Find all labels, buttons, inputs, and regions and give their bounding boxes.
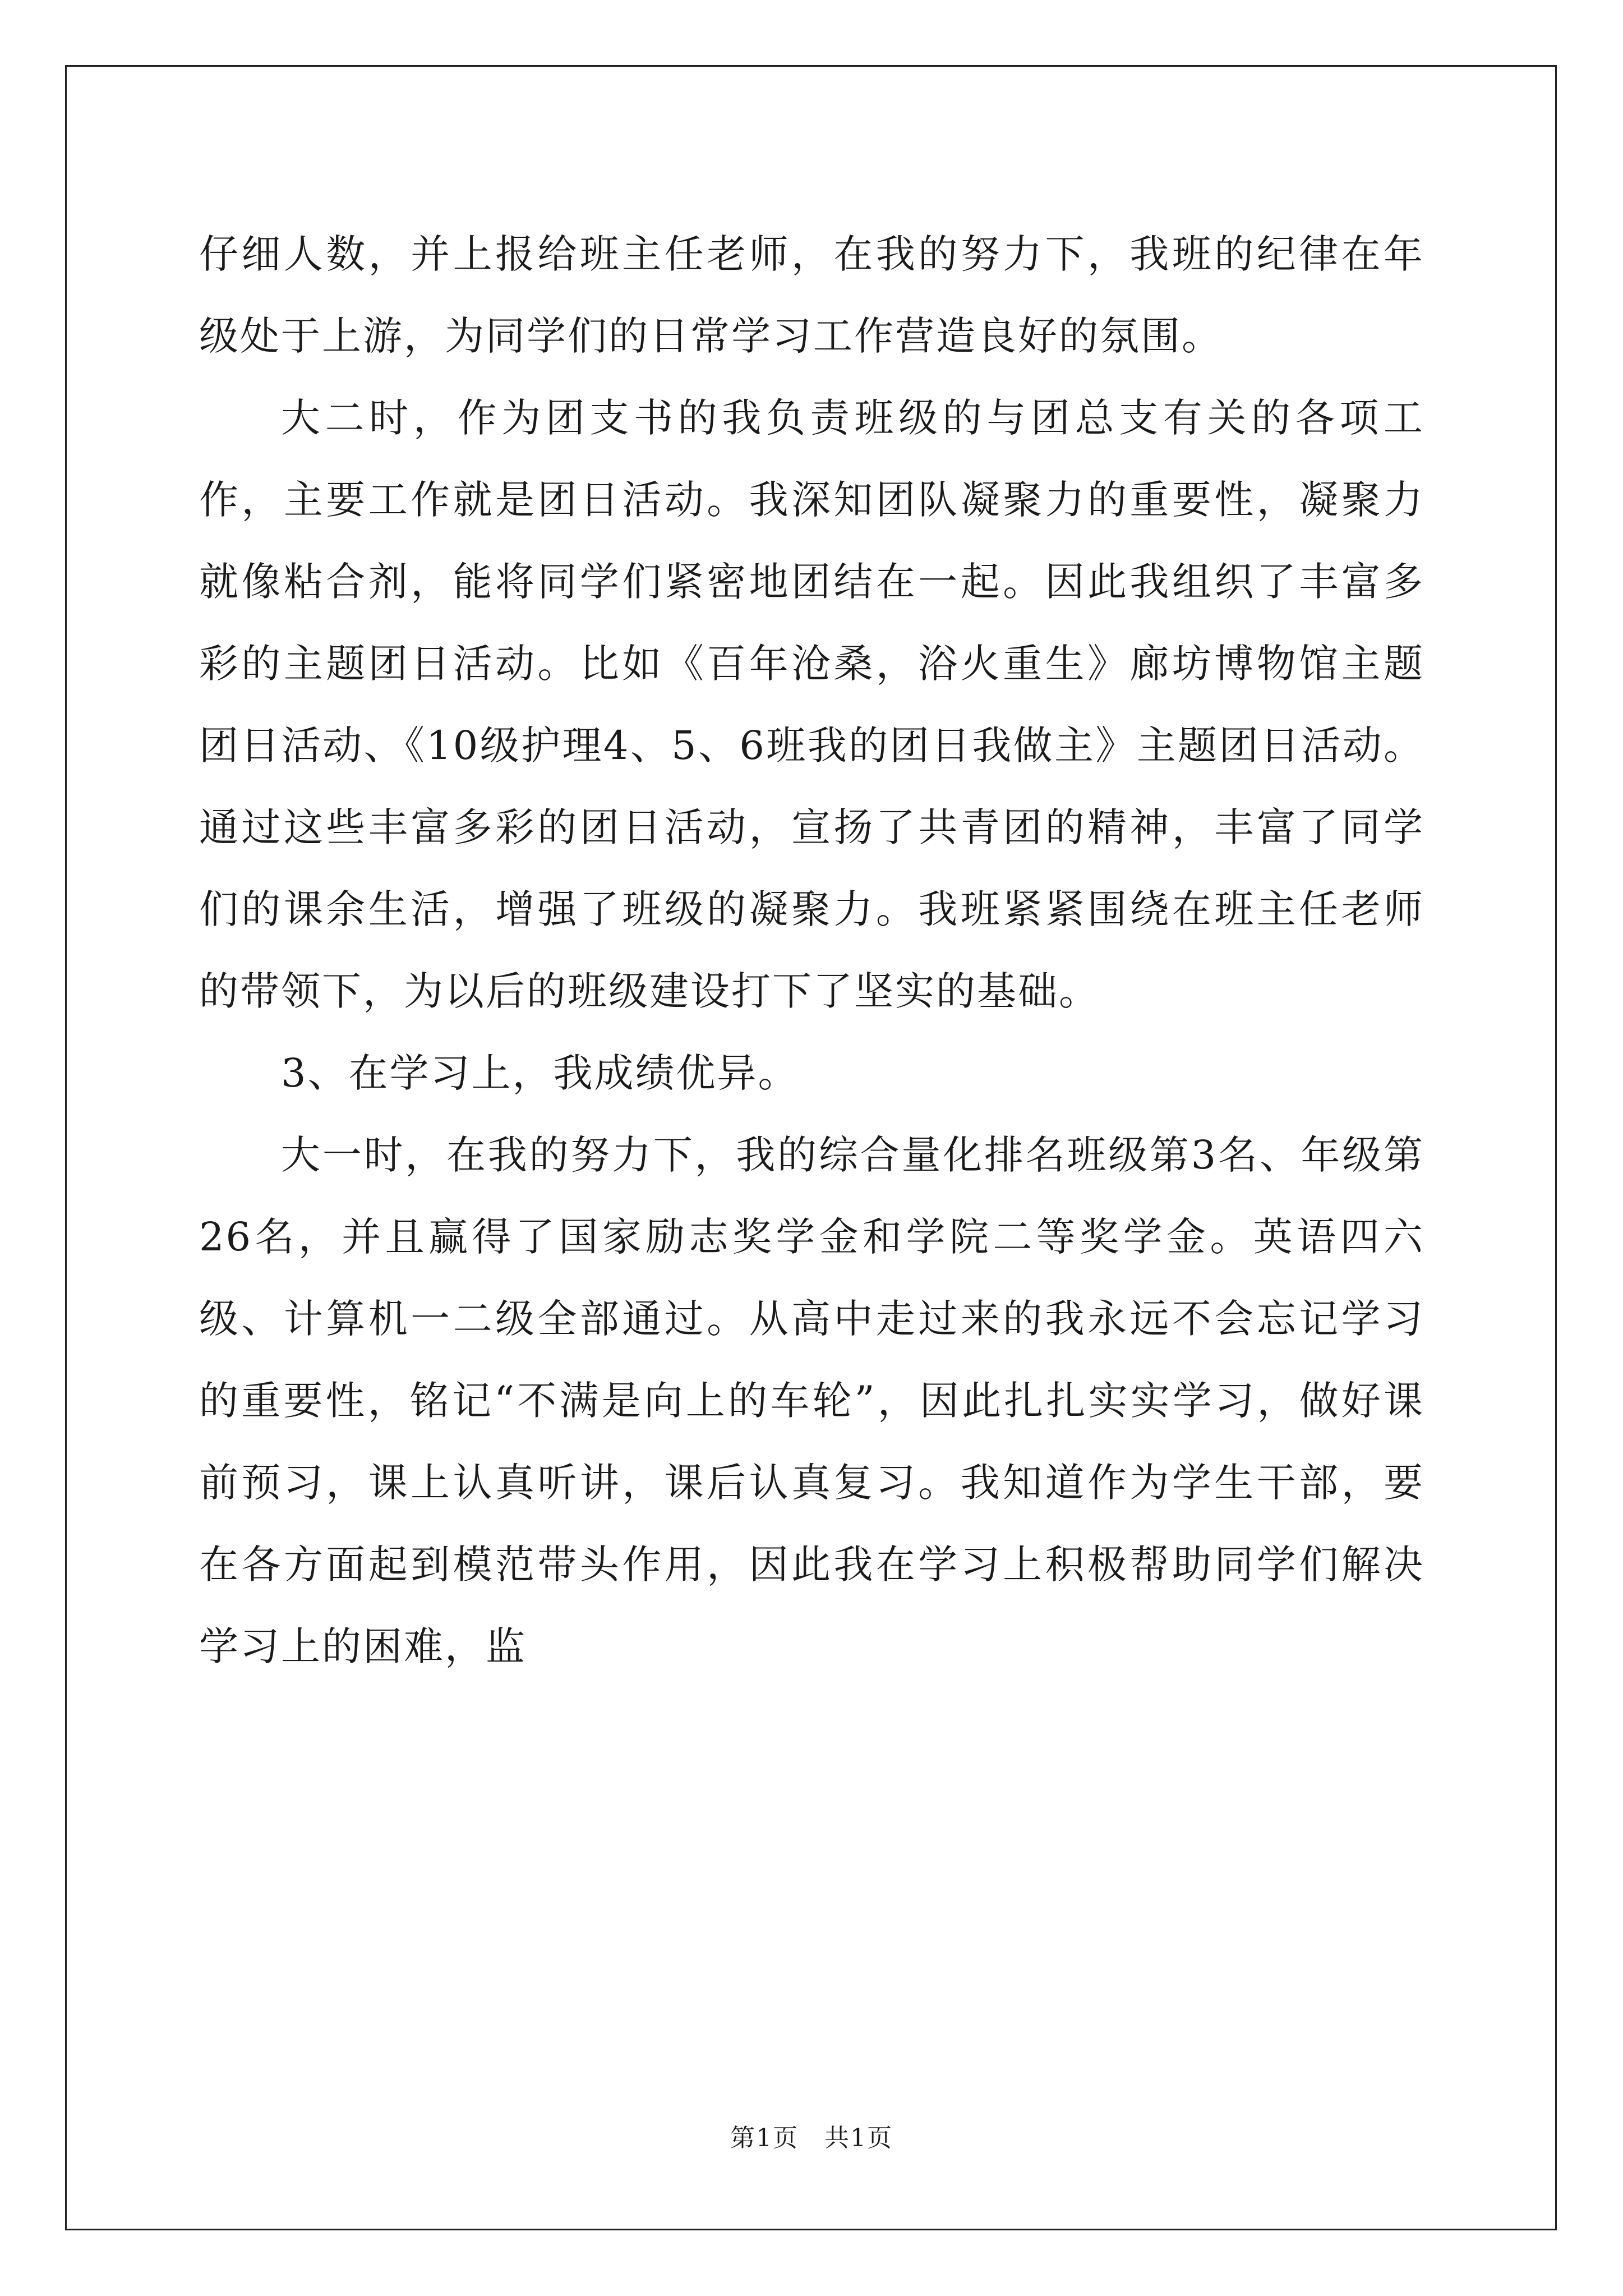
paragraph-3: 3、在学习上，我成绩优异。: [281, 1050, 799, 1096]
paragraph-1: 仔细人数，并上报给班主任老师，在我的努力下，我班的纪律在年级处于上游，为同学们的日常学习工作营造良好的氛围。: [199, 231, 1424, 359]
document-body: [199, 213, 1424, 1687]
paragraph-2: 大二时，作为团支书的我负责班级的与团总支有关的各项工作，主要工作就是团日活动。我深知团队凝聚力的重要性，凝聚力就像粘合剂，能将同学们紧密地团结在一起。因此我组织了丰富多彩的主题团日活动。比如《百年沧桑，浴火重生》廊坊博物馆主题团日活动、《10级护理4、5、6班我的团日我做主》主题团日活动。通过这些丰富多彩的团日活动，宣扬了共青团的精神，丰富了同学们的课余生活，增强了班级的凝聚力。我班紧紧围绕在班主任老师的带领下，为以后的班级建设打下了坚实的基础。: [199, 395, 1424, 1014]
page-number-footer: 第1页 共1页: [730, 2124, 893, 2152]
paragraph-4: 大一时，在我的努力下，我的综合量化排名班级第3名、年级第26名，并且赢得了国家励志奖学金和学院二等奖学金。英语四六级、计算机一二级全部通过。从高中走过来的我永远不会忘记学习的重要性，铭记“不满是向上的车轮”，因此扎扎实实学习，做好课前预习，课上认真听讲，课后认真复习。我知道作为学生干部，要在各方面起到模范带头作用，因此我在学习上积极帮助同学们解决学习上的困难，监: [199, 1132, 1424, 1669]
